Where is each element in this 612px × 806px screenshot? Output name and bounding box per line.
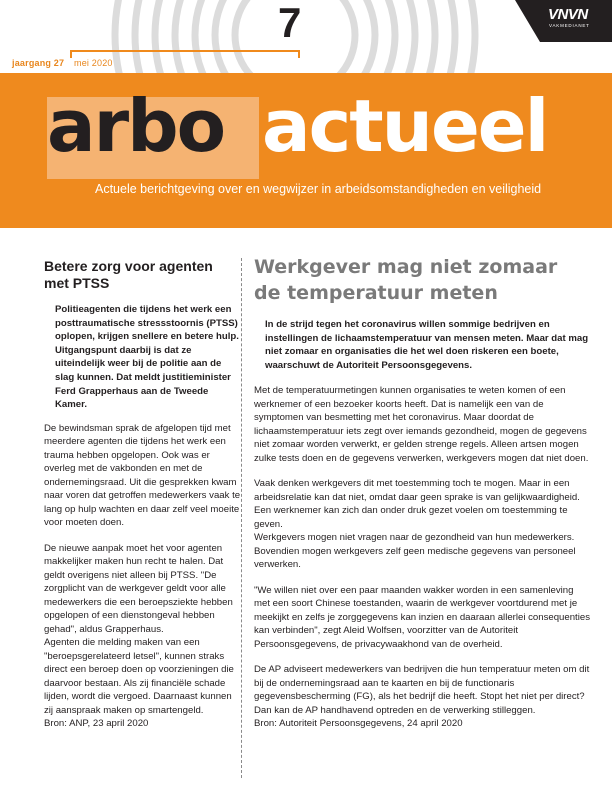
publisher-subtitle: VAKMEDIANET — [549, 23, 590, 28]
right-article — [254, 254, 590, 731]
publisher-logo: VNVN — [548, 6, 588, 23]
left-article-title: Betere zorg voor agenten met PTSS — [44, 258, 213, 291]
publisher-corner — [0, 0, 612, 228]
tagline: Actuele berichtgeving over en wegwijzer in arbeidsomstandigheden en veiligheid — [95, 182, 542, 196]
right-article-title: Werkgever mag niet zomaar de temperatuur meten — [254, 256, 558, 304]
left-article-paragraph: De bewindsman sprak de afgelopen tijd met meerdere agenten die tijdens het werk een trauma hebben opgelopen. Ook was er overleg met de vakbonden en met de ondernemingsraad. Uit die gesprekken kwam naar voren dat getroffen medewerkers vaak te lang op hulp wachten en daar zelf veel moeite voor moeten doen. — [44, 422, 241, 529]
left-article-lead: Politieagenten die tijdens het werk een posttraumatische stressstoornis (PTSS) oplopen, krijgen snellere en betere hulp. Uitgangspunt daarbij is dat ze uiteindelijk weer bij de politie aan de slag kunnen. Dat meldt justitieminister Ferd Grapperhaus aan de Tweede Kamer. — [55, 304, 239, 411]
left-article-source: Bron: ANP, 23 april 2020 — [44, 718, 149, 730]
left-article-paragraph: De nieuwe aanpak moet het voor agenten makkelijker maken hun recht te halen. Dat geldt overigens niet alleen bij PTSS. "De zorgplicht van de werkgever geldt voor alle medewerkers die een beroepsziekte hebben opgelopen of een dienstongeval hebben gehad", aldus Grapperhaus. — [44, 542, 233, 635]
right-article-paragraph: Werkgevers mogen niet vragen naar de gezondheid van hun medewerkers. Bovendien mogen werkgevers zelf geen medische gegevens van personeel verwerken. — [254, 532, 576, 571]
left-article-paragraph: Agenten die melding maken van een "beroepsgerelateerd letsel", kunnen straks direct een beroep doen op voorzieningen die daarvoor bestaan. Als zij financiële schade lijden, wordt die vergoed. Daarnaast kunnen zij aanspraak maken op smartengeld. — [44, 637, 234, 716]
right-article-paragraph: Vaak denken werkgevers dit met toestemming toch te mogen. Maar in een arbeidsrelatie kan dat niet, omdat daar geen sprake is van gelijkwaardigheid. Een werknemer kan zich dan onder druk gezet voelen om toestemming te geven. — [254, 478, 580, 530]
title-actueel: actueel — [262, 84, 548, 168]
right-article-lead: In de strijd tegen het coronavirus willen sommige bedrijven en instellingen de lichaamstemperatuur van mensen meten. Maar dat mag niet zomaar en organisaties die het wel doen riskeren een boete, waarschuwt de Autoriteit Persoonsgegevens. — [265, 319, 589, 371]
right-article-paragraph: Met de temperatuurmetingen kunnen organisaties te weten komen of een werknemer of een bezoeker koorts heeft. Dat is namelijk een van de symptomen van besmetting met het coronavirus. Maar doordat de lichaamstemperatuur iets zegt over iemands gezondheid, mogen de gegevens niet zomaar worden verwerkt, er gelden strenge regels. Alleen artsen mogen zulke tests doen en de gegevens verwerken, werkgevers mogen dat niet doen. — [254, 385, 589, 464]
right-article-source: Bron: Autoriteit Persoonsgegevens, 24 april 2020 — [254, 718, 463, 730]
left-article — [44, 258, 241, 731]
title-arbo: arbo — [47, 84, 225, 168]
right-article-paragraph: "We willen niet over een paar maanden wakker worden in een samenleving met een soort Chinese toestanden, waarin de werkgever voortdurend met je meekijkt en zelfs je zorggegevens kan inzien en daaraan allerlei consequenties kan verbinden", zegt Aleid Wolfsen, voorzitter van de Autoriteit Persoonsgegevens, de privacywaakhond van de overheid. — [254, 584, 590, 650]
right-article-paragraph: De AP adviseert medewerkers van bedrijven die hun temperatuur meten om dit bij de ondernemingsraad aan te kaarten en bij de functionaris gegevensbescherming (FG), als het bedrijf die heeft. Stopt het niet per direct? Dan kan de AP handhavend optreden en de verwerking stilleggen. — [254, 664, 590, 716]
column-divider — [241, 258, 242, 778]
volume-label: jaargang 27 — [12, 58, 65, 68]
issue-date: mei 2020 — [74, 58, 113, 68]
issue-number: 7 — [278, 0, 302, 46]
masthead — [0, 0, 612, 228]
